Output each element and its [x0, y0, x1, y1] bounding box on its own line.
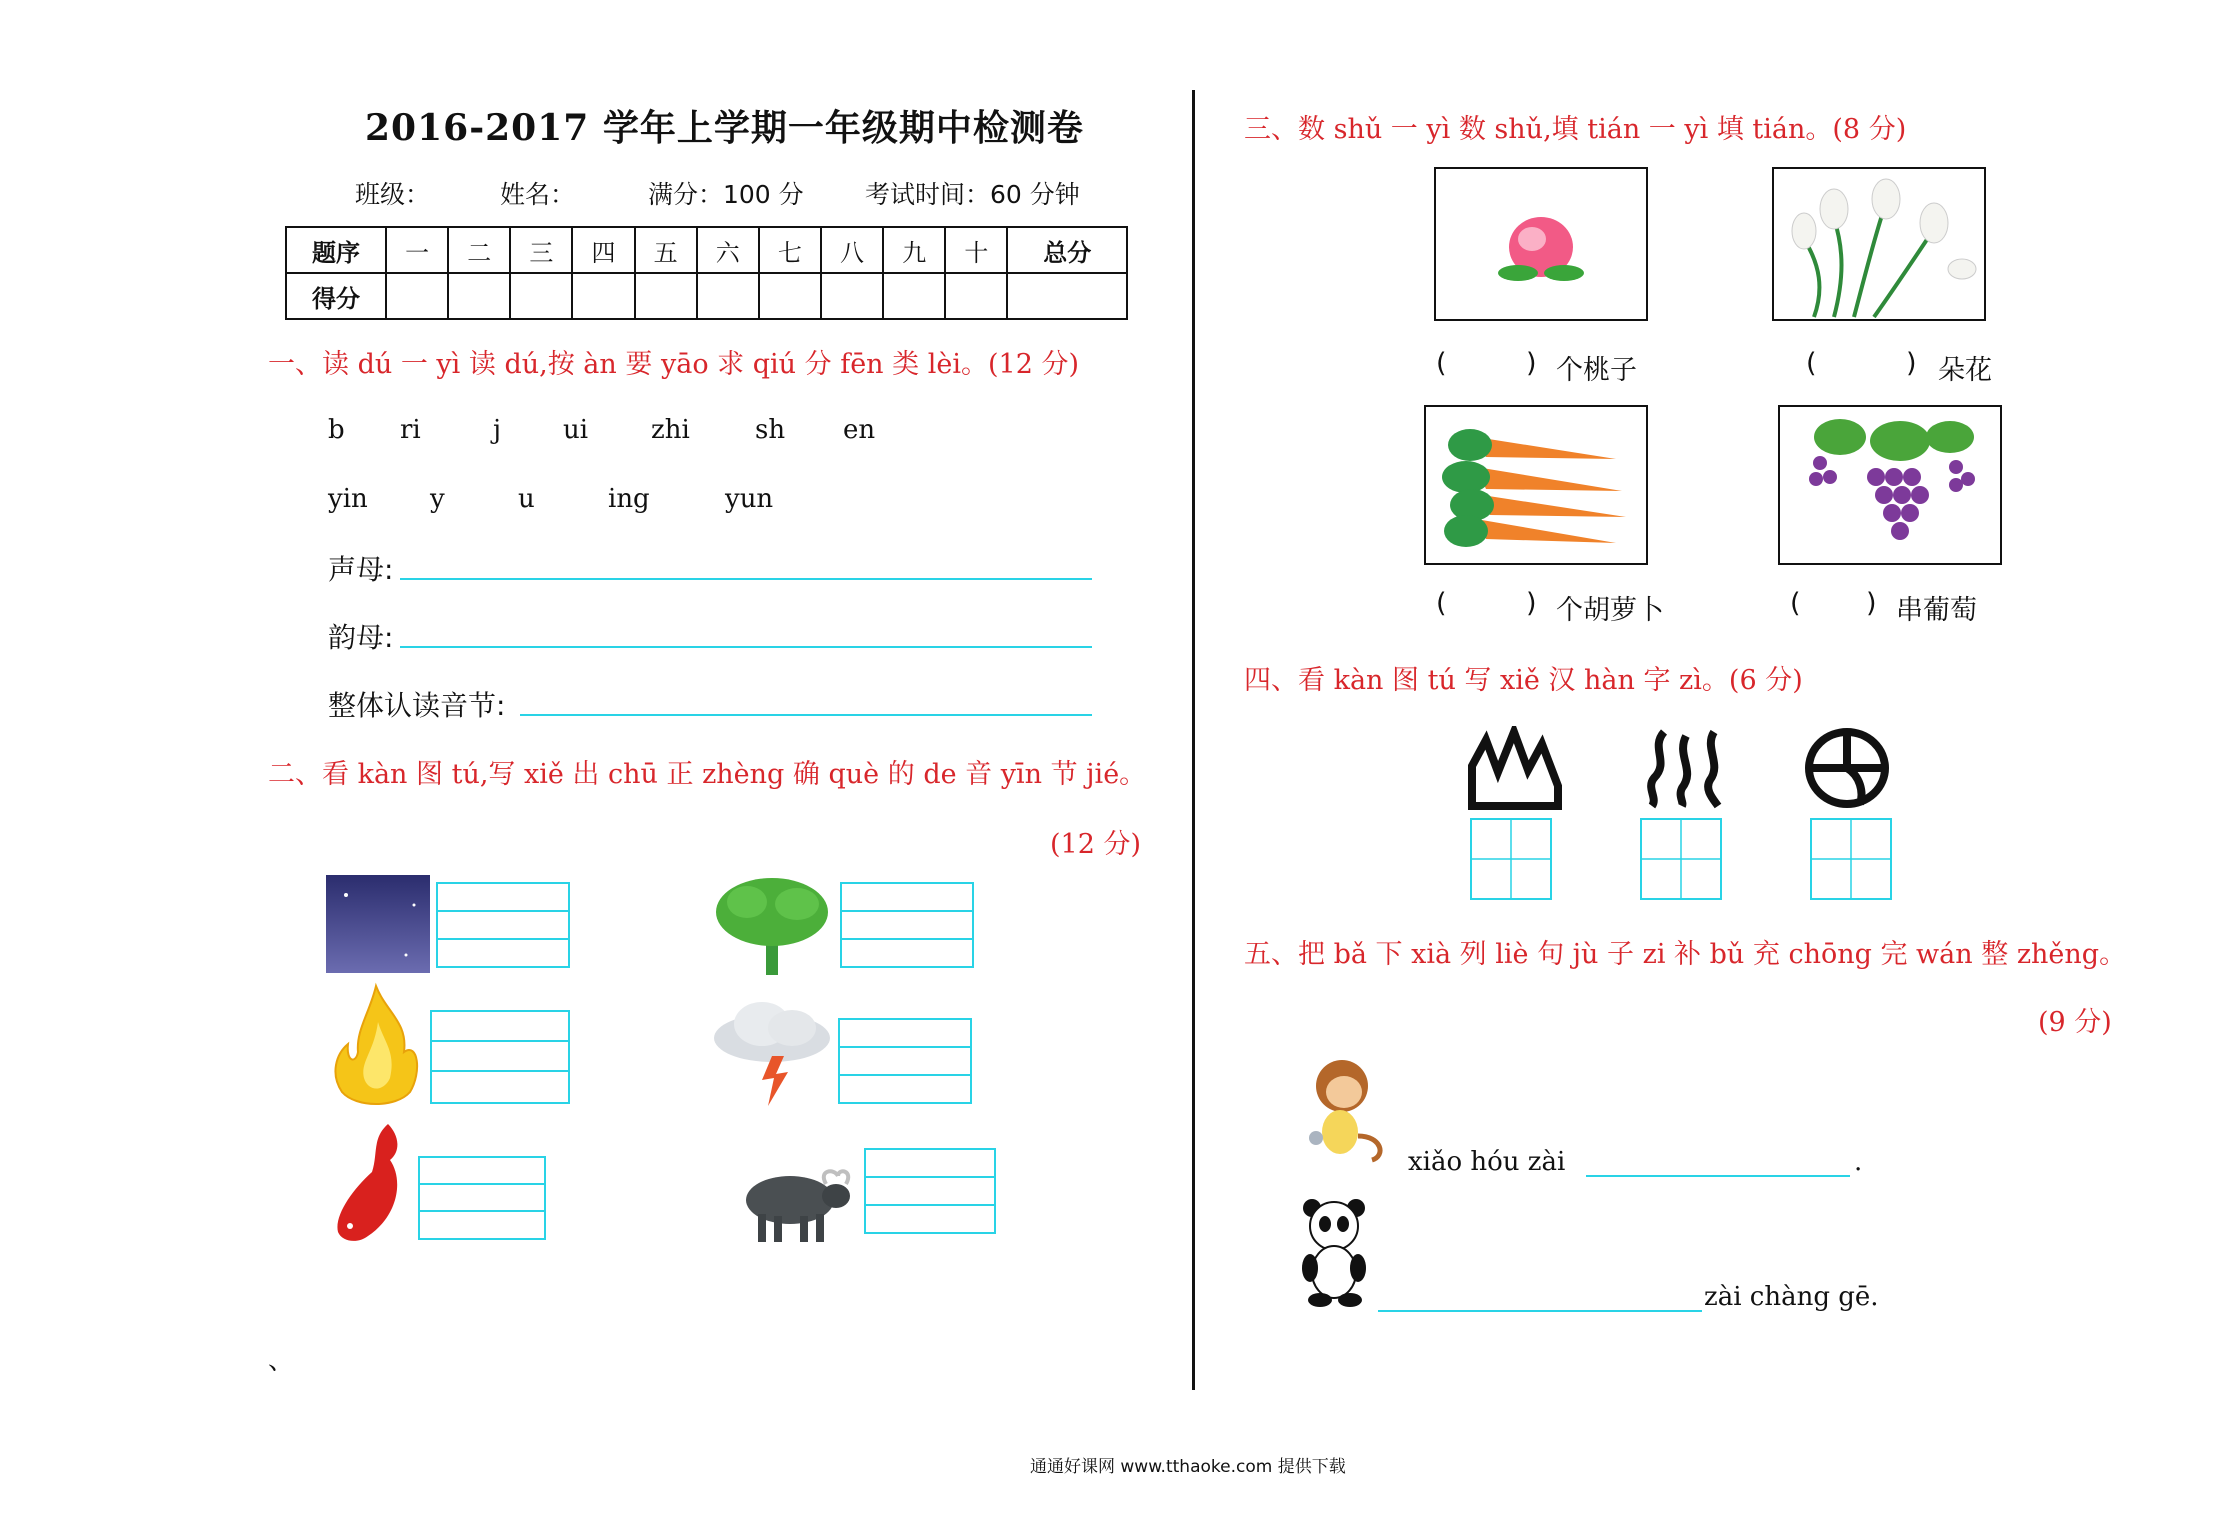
panda-image [1298, 1196, 1372, 1308]
score-col: 一 [386, 227, 448, 273]
pinyin-item: j [493, 415, 502, 445]
tree-image [712, 872, 832, 977]
score-table-row-label: 得分 [286, 273, 386, 319]
score-table-score-row [286, 273, 1127, 319]
yunmu-answer-line[interactable] [400, 646, 1092, 648]
score-cell[interactable] [759, 273, 821, 319]
q3-unit-grapes: 串葡萄 [1896, 595, 1977, 626]
pinyin-item: ui [563, 415, 589, 445]
peach-image [1436, 169, 1646, 319]
q3-unit-carrots: 个胡萝卜 [1556, 595, 1664, 626]
grapes-image [1780, 407, 2000, 563]
q2-score: (12 分) [1050, 829, 1142, 860]
moon-image [326, 875, 430, 973]
tian-grid-field[interactable] [1810, 818, 1892, 900]
score-table-row-label: 题序 [286, 227, 386, 273]
score-col: 七 [759, 227, 821, 273]
q5-sentence2-blank[interactable] [1378, 1310, 1702, 1312]
pinyin-item: y [430, 484, 445, 514]
zhengti-answer-line[interactable] [520, 714, 1092, 716]
zhengti-label: 整体认读音节: [328, 689, 506, 722]
q3-paren-close: ) [1526, 348, 1537, 379]
score-cell[interactable] [510, 273, 572, 319]
pinyin-item: en [843, 415, 876, 445]
shengmu-answer-line[interactable] [400, 578, 1092, 580]
q2-title: 二、看 kàn 图 tú,写 xiě 出 chū 正 zhèng 确 què 的 de 音 yīn 节 jié。 [268, 759, 1147, 790]
column-divider [1192, 90, 1195, 1390]
score-cell[interactable] [635, 273, 697, 319]
answer-box-buffalo[interactable] [864, 1148, 996, 1234]
q3-answer-peach[interactable] [1456, 344, 1526, 380]
q5-sentence1-blank[interactable] [1586, 1175, 1850, 1177]
q3-answer-carrots[interactable] [1456, 584, 1526, 620]
q5-sentence2-text: zài chàng gē. [1704, 1282, 1879, 1312]
q5-sentence1-text: xiǎo hóu zài [1408, 1147, 1566, 1177]
q3-paren-open: ( [1436, 348, 1447, 379]
score-col: 五 [635, 227, 697, 273]
score-table-header-row [286, 227, 1127, 273]
flowers-image-frame [1772, 167, 1986, 321]
exam-time-label: 考试时间：60 分钟 [865, 180, 1080, 209]
pinyin-item: ing [608, 484, 650, 514]
q3-paren-close: ) [1906, 348, 1917, 379]
monkey-image [1296, 1056, 1392, 1166]
pinyin-item: ri [400, 415, 421, 445]
q3-answer-grapes[interactable] [1810, 584, 1866, 620]
q3-paren-open: ( [1790, 588, 1801, 619]
q3-title: 三、数 shǔ 一 yì 数 shǔ,填 tián 一 yì 填 tián。(8 分) [1244, 114, 1907, 145]
score-col-total: 总分 [1007, 227, 1127, 273]
full-score-label: 满分：100 分 [648, 180, 804, 209]
mountain-glyph-icon [1468, 726, 1564, 810]
buffalo-image [738, 1160, 858, 1246]
score-col: 十 [945, 227, 1007, 273]
score-cell[interactable] [572, 273, 634, 319]
score-col: 四 [572, 227, 634, 273]
pinyin-item: sh [755, 415, 786, 445]
q5-score: (9 分) [2038, 1007, 2112, 1038]
score-col: 八 [821, 227, 883, 273]
score-col: 六 [697, 227, 759, 273]
flowers-image [1774, 169, 1984, 319]
q3-unit-peach: 个桃子 [1556, 355, 1637, 386]
name-label: 姓名： [500, 180, 576, 209]
yunmu-label: 韵母: [328, 621, 394, 654]
answer-box-lightning[interactable] [838, 1018, 972, 1104]
score-col: 九 [883, 227, 945, 273]
fish-image [328, 1120, 412, 1248]
pinyin-item: yin [328, 484, 368, 514]
score-table [285, 226, 1128, 320]
footer-credit: 通通好课网 www.tthaoke.com 提供下载 [1030, 1457, 1346, 1477]
score-cell[interactable] [821, 273, 883, 319]
cloud-lightning-image [710, 998, 835, 1110]
field-glyph-icon [1802, 726, 1892, 810]
q4-title: 四、看 kàn 图 tú 写 xiě 汉 hàn 字 zì。(6 分) [1244, 665, 1803, 696]
carrots-image-frame [1424, 405, 1648, 565]
tian-grid-water[interactable] [1640, 818, 1722, 900]
score-cell[interactable] [697, 273, 759, 319]
fire-image [326, 982, 426, 1110]
q3-unit-flowers: 朵花 [1938, 355, 1992, 386]
answer-box-moon[interactable] [436, 882, 570, 968]
page-title: 2016-2017 学年上学期一年级期中检测卷 [365, 107, 1084, 149]
score-cell[interactable] [386, 273, 448, 319]
grapes-image-frame [1778, 405, 2002, 565]
carrots-image [1426, 407, 1646, 563]
pinyin-item: zhi [651, 415, 690, 445]
q3-answer-flowers[interactable] [1826, 344, 1906, 380]
peach-image-frame [1434, 167, 1648, 321]
stray-mark: 、 [268, 1346, 295, 1376]
tian-grid-mountain[interactable] [1470, 818, 1552, 900]
water-glyph-icon [1640, 726, 1730, 810]
q3-paren-open: ( [1806, 348, 1817, 379]
score-cell[interactable] [1007, 273, 1127, 319]
pinyin-item: u [518, 484, 535, 514]
answer-box-fire[interactable] [430, 1010, 570, 1104]
answer-box-tree[interactable] [840, 882, 974, 968]
q3-paren-open: ( [1436, 588, 1447, 619]
shengmu-label: 声母: [328, 553, 394, 586]
score-col: 三 [510, 227, 572, 273]
score-cell[interactable] [945, 273, 1007, 319]
pinyin-item: b [328, 415, 345, 445]
class-label: 班级： [355, 180, 431, 209]
score-col: 二 [448, 227, 510, 273]
q5-sentence1-end: . [1854, 1147, 1863, 1177]
pinyin-item: yun [725, 484, 774, 514]
score-cell[interactable] [448, 273, 510, 319]
answer-box-fish[interactable] [418, 1156, 546, 1240]
q5-title: 五、把 bǎ 下 xià 列 liè 句 jù 子 zi 补 bǔ 充 chōng 完 wán 整 zhěng。 [1244, 939, 2127, 970]
q3-paren-close: ) [1526, 588, 1537, 619]
score-cell[interactable] [883, 273, 945, 319]
q1-title: 一、读 dú 一 yì 读 dú,按 àn 要 yāo 求 qiú 分 fēn 类 lèi。(12 分) [268, 349, 1079, 380]
q3-paren-close: ) [1866, 588, 1877, 619]
